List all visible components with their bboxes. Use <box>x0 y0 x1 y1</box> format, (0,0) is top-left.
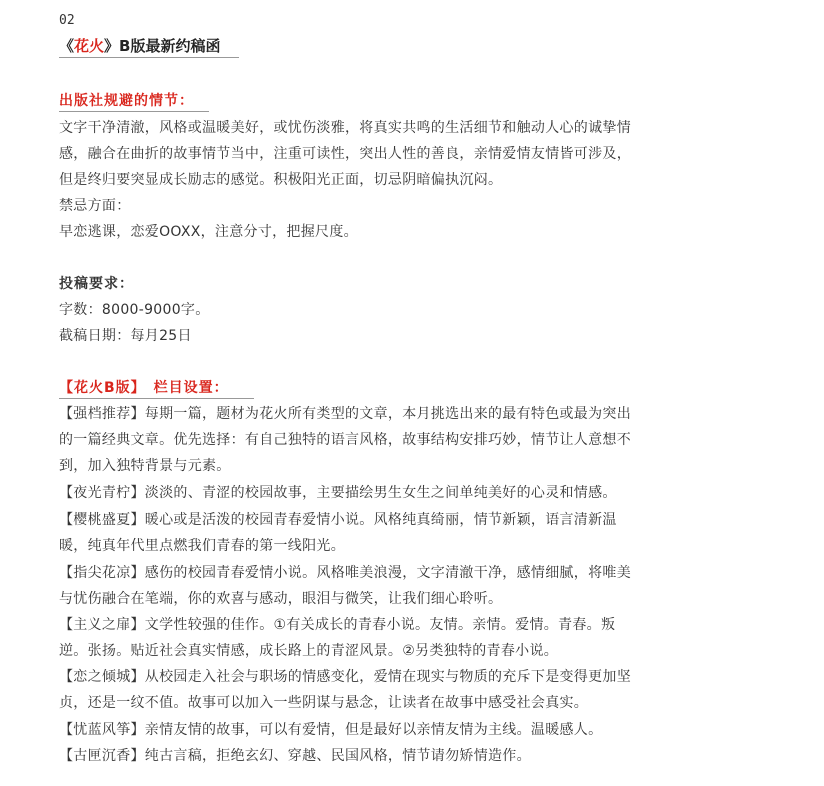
paragraph-line: 【樱桃盛夏】暖心或是活泼的校园青春爱情小说。风格纯真绮丽，情节新颖，语言清新温 <box>59 512 617 528</box>
paragraph-line: 【主义之扉】文学性较强的佳作。①有关成长的青春小说。友情。亲情。爱情。青春。叛 <box>59 617 616 633</box>
page-title <box>59 36 220 56</box>
section-heading-columns: 【花火B版】 栏目设置： <box>59 380 229 396</box>
paragraph-line: 【夜光青柠】淡淡的、青涩的校园故事，主要描绘男生女生之间单纯美好的心灵和情感。 <box>59 485 617 501</box>
section-heading-underline <box>59 398 254 399</box>
paragraph-line: 【恋之倾城】从校园走入社会与职场的情感变化，爱情在现实与物质的充斥下是变得更加坚 <box>59 669 631 685</box>
paragraph-line: 暖，纯真年代里点燃我们青春的第一线阳光。 <box>59 538 345 554</box>
paragraph-line: 文字干净清澈，风格或温暖美好，或忧伤淡雅，将真实共鸣的生活细节和触动人心的诚挚情 <box>59 120 631 136</box>
paragraph-line: 禁忌方面： <box>59 198 131 214</box>
title-open-bracket: 《 <box>59 37 75 55</box>
paragraph-line: 【忧蓝风筝】亲情友情的故事，可以有爱情，但是最好以亲情友情为主线。温暖感人。 <box>59 722 603 738</box>
paragraph-line: 【强档推荐】每期一篇，题材为花火所有类型的文章，本月挑选出来的最有特色或最为突出 <box>59 406 631 422</box>
title-magazine-name: 花火 <box>74 37 105 55</box>
paragraph-line: 字数：8000-9000字。 <box>59 302 210 318</box>
paragraph-line: 早恋逃课，恋爱OOXX，注意分寸，把握尺度。 <box>59 224 358 240</box>
title-underline <box>59 57 239 58</box>
paragraph-line: 到，加入独特背景与元素。 <box>59 458 231 474</box>
section-heading-submission: 投稿要求： <box>59 276 134 292</box>
title-close-bracket: 》 <box>104 37 120 55</box>
section-heading-avoid: 出版社规避的情节： <box>59 93 194 109</box>
paragraph-line: 逆。张扬。贴近社会真实情感，成长路上的青涩风景。②另类独特的青春小说。 <box>59 643 559 659</box>
paragraph-line: 贞，还是一纹不值。故事可以加入一些阴谋与悬念，让读者在故事中感受社会真实。 <box>59 695 589 711</box>
paragraph-line: 但是终归要突显成长励志的感觉。积极阳光正面，切忌阴暗偏执沉闷。 <box>59 172 503 188</box>
section-heading-underline <box>59 111 209 112</box>
paragraph-line: 的一篇经典文章。优先选择：有自己独特的语言风格，故事结构安排巧妙，情节让人意想不 <box>59 432 631 448</box>
paragraph-line: 与忧伤融合在笔端，你的欢喜与感动，眼泪与微笑，让我们细心聆听。 <box>59 591 503 607</box>
paragraph-line: 【指尖花凉】感伤的校园青春爱情小说。风格唯美浪漫，文字清澈干净，感情细腻，将唯美 <box>59 565 631 581</box>
title-rest: B版最新约稿函 <box>119 37 221 55</box>
paragraph-line: 截稿日期：每月25日 <box>59 328 192 344</box>
paragraph-line: 【古匣沉香】纯古言稿，拒绝玄幻、穿越、民国风格，情节请勿矫情造作。 <box>59 748 531 764</box>
paragraph-line: 感，融合在曲折的故事情节当中，注重可读性，突出人性的善良，亲情爱情友情皆可涉及， <box>59 146 631 162</box>
item-number: 02 <box>59 13 75 28</box>
